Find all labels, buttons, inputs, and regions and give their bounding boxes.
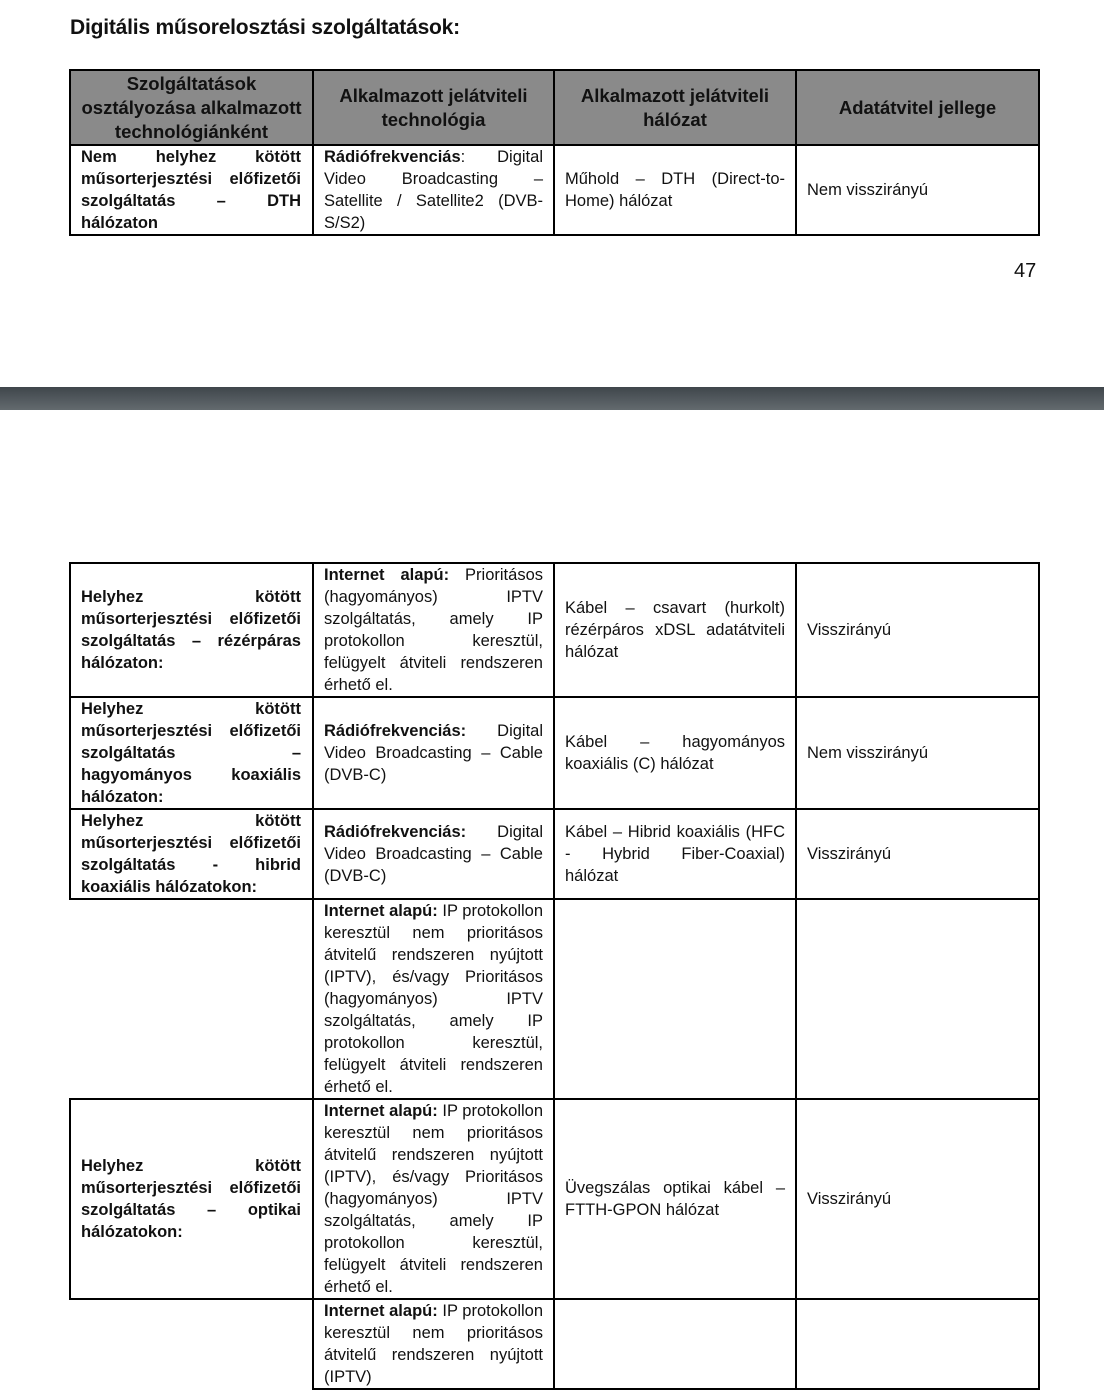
cell-network <box>554 1299 796 1389</box>
cell-technology: Rádiófrekvenciás: Digital Video Broadcasting – Cable (DVB-C) <box>313 809 554 899</box>
page-title: Digitális műsorelosztási szolgáltatások: <box>70 16 460 39</box>
cell-data-transfer <box>796 899 1039 1099</box>
cell-data-transfer <box>796 1299 1039 1389</box>
page-number: 47 <box>1014 260 1037 282</box>
cell-network: Kábel – Hibrid koaxiális (HFC - Hybrid Fiber-Coaxial) hálózat <box>554 809 796 899</box>
cell-data-transfer: Visszirányú <box>796 1099 1039 1299</box>
table-row <box>70 1099 1039 1299</box>
cell-technology: Rádiófrekvenciás: Digital Video Broadcasting – Satellite / Satellite2 (DVB-S/S2) <box>313 145 554 235</box>
cell-technology: Internet alapú: IP protokollon keresztül nem prioritásos átvitelű rendszeren nyújtott (IPTV) <box>313 1299 554 1389</box>
cell-data-transfer: Nem visszirányú <box>796 697 1039 809</box>
cell-data-transfer: Visszirányú <box>796 809 1039 899</box>
cell-network: Műhold – DTH (Direct-to-Home) hálózat <box>554 145 796 235</box>
cell-technology: Internet alapú: IP protokollon keresztül nem prioritásos átvitelű rendszeren nyújtott (IPTV), és/vagy Prioritásos (hagyományos) IPTV szolgáltatás, amely IP protokollon keresztül, felügyelt átviteli rendszeren érhető el. <box>313 1099 554 1299</box>
table-header-row <box>70 70 1039 145</box>
cell-data-transfer: Visszirányú <box>796 563 1039 697</box>
header-data-transfer: Adatátvitel jellege <box>796 70 1039 145</box>
cell-classification: Helyhez kötött műsorterjesztési előfizetői szolgáltatás – optikai hálózatokon: <box>70 1099 313 1299</box>
table-row <box>70 899 1039 1099</box>
services-table-bottom <box>69 562 1040 1390</box>
header-technology: Alkalmazott jelátviteli technológia <box>313 70 554 145</box>
cell-technology: Internet alapú: IP protokollon keresztül nem prioritásos átvitelű rendszeren nyújtott (IPTV), és/vagy Prioritásos (hagyományos) IPTV szolgáltatás, amely IP protokollon keresztül, felügyelt átviteli rendszeren érhető el. <box>313 899 554 1099</box>
table-row <box>70 1299 1039 1389</box>
cell-data-transfer: Nem visszirányú <box>796 145 1039 235</box>
cell-network: Üvegszálas optikai kábel – FTTH-GPON hálózat <box>554 1099 796 1299</box>
table-row <box>70 145 1039 235</box>
header-network: Alkalmazott jelátviteli hálózat <box>554 70 796 145</box>
header-classification: Szolgáltatások osztályozása alkalmazott technológiánként <box>70 70 313 145</box>
table-row <box>70 697 1039 809</box>
table-row <box>70 809 1039 899</box>
cell-classification: Helyhez kötött műsorterjesztési előfizetői szolgáltatás – hagyományos koaxiális hálózaton: <box>70 697 313 809</box>
services-table-top <box>69 69 1040 236</box>
cell-network: Kábel – csavart (hurkolt) rézérpáros xDSL adatátviteli hálózat <box>554 563 796 697</box>
cell-classification <box>70 899 313 1099</box>
cell-classification <box>70 1299 313 1389</box>
page-divider <box>0 387 1104 410</box>
cell-network: Kábel – hagyományos koaxiális (C) hálózat <box>554 697 796 809</box>
cell-classification: Helyhez kötött műsorterjesztési előfizetői szolgáltatás - hibrid koaxiális hálózatokon: <box>70 809 313 899</box>
cell-classification: Helyhez kötött műsorterjesztési előfizetői szolgáltatás – rézérpáras hálózaton: <box>70 563 313 697</box>
cell-technology: Internet alapú: Prioritásos (hagyományos) IPTV szolgáltatás, amely IP protokollon keresztül, felügyelt átviteli rendszeren érhető el. <box>313 563 554 697</box>
cell-classification: Nem helyhez kötött műsorterjesztési előfizetői szolgáltatás – DTH hálózaton <box>70 145 313 235</box>
table-row <box>70 563 1039 697</box>
cell-technology: Rádiófrekvenciás: Digital Video Broadcasting – Cable (DVB-C) <box>313 697 554 809</box>
cell-network <box>554 899 796 1099</box>
